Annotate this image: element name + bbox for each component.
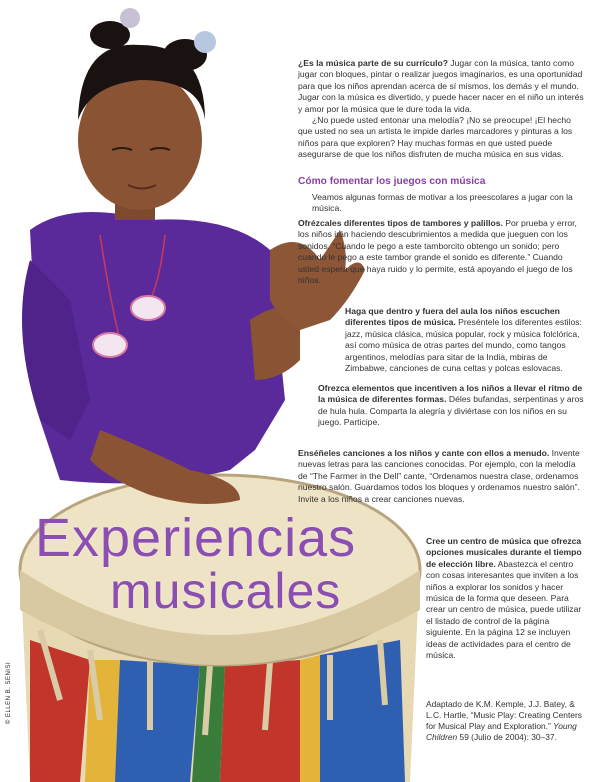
tip-title: Ofrézcales diferentes tipos de tambores y palillos. <box>298 218 503 228</box>
credit-text: Adaptado de K.M. Kemple, J.J. Batey, & L.C. Hartle, “Music Play: Creating Centers for Musical Play and Exploration.” <box>426 699 582 731</box>
tip-body: Preséntele los diferentes estilos: jazz, música clásica, música popular, rock y música folclórica, así como música de otras partes del mundo, como tangos argentinos, melodías para sitar de la India, mbiras de Zimbabwe, canciones de cuna celtas y polcas eslovacas. <box>345 317 582 374</box>
tip-drums <box>298 218 586 286</box>
lead-paragraph: Veamos algunas formas de motivar a los preescolares a jugar con la música. <box>312 192 573 214</box>
title-line-1: Experiencias <box>35 508 357 568</box>
tip-title: Enséñeles canciones a los niños y cante con ellos a menudo. <box>298 448 550 458</box>
tip-music-center <box>426 536 586 661</box>
tip-body: Invente nuevas letras para las canciones conocidas. Por ejemplo, con la melodía de “The Farmer in the Dell” cante, “Ordenamos nuestra clase, ordenamos nuestro salón. Guardamos todos los bloques y ordenamos nuestro salón”. Invite a los niños a crear canciones nuevas. <box>298 448 580 504</box>
tip-title: Ofrezca elementos que incentiven a los niños a llevar el ritmo de la música de diferentes formas. <box>318 383 583 405</box>
photo-credit: © ELLEN B. SENISI <box>6 661 13 725</box>
intro-question: ¿Es la música parte de su currículo? <box>298 58 448 68</box>
tip-sing <box>298 448 586 505</box>
intro-text <box>298 58 586 161</box>
credit-journal: Young Children <box>426 721 577 742</box>
tip-rhythm <box>318 383 586 429</box>
source-credit <box>426 699 588 743</box>
tip-title: Haga que dentro y fuera del aula los niños escuchen diferentes tipos de música. <box>345 306 560 328</box>
tip-listen <box>345 306 583 374</box>
intro-paragraph-2: ¿No puede usted entonar una melodía? ¡No se preocupe! ¡El hecho que usted no sea un artista le impide darles marcadores y pinturas a los niños para que exploren? Hay muchas formas en que usted puede asegurarse de que los niños disfruten de mucha música en sus vidas. <box>298 115 573 160</box>
tip-title: Cree un centro de música que ofrezca opciones musicales durante el tiempo de elección libre. <box>426 536 582 569</box>
tip-body: Déles bufandas, serpentinas y aros de hula hula. Comparta la alegría y diviértase con los niños en su juego. Participe. <box>318 394 584 428</box>
section-heading: Cómo fomentar los juegos con música <box>298 176 486 187</box>
intro-paragraph-1: Jugar con la música, tanto como jugar con bloques, pintar o realizar juegos imaginarios, es una oportunidad para que los niños aprendan acerca de sí mismos, los demás y el mundo. Jugar con la música es divertido, y puede hacer nacer en el niño un interés y amor por la música que le dure toda la vida. <box>298 58 584 114</box>
tip-body: Por prueba y error, los niños irán haciendo descubrimientos a medida que jueguen con los sonidos. “Cuando le pego a este tamborcito obtengo un sonido; pero cuando le pego a este tambor grande el sonido es diferente.” Cuando usted espera que haya ruido y lo permite, está apoyando el juego de los niños. <box>298 218 577 286</box>
tip-body: Abastezca el centro con cosas interesantes que inviten a los niños a explorar los sonidos y hacer música de la forma que deseen. Para crear un centro de música, puede utilizar el listado de control de la página siguiente. En la página 12 se incluyen ideas de actividades para el centro de música. <box>426 558 582 661</box>
credit-tail: 59 (Julio de 2004): 30–37. <box>457 732 557 742</box>
title-line-2: musicales <box>110 563 342 619</box>
